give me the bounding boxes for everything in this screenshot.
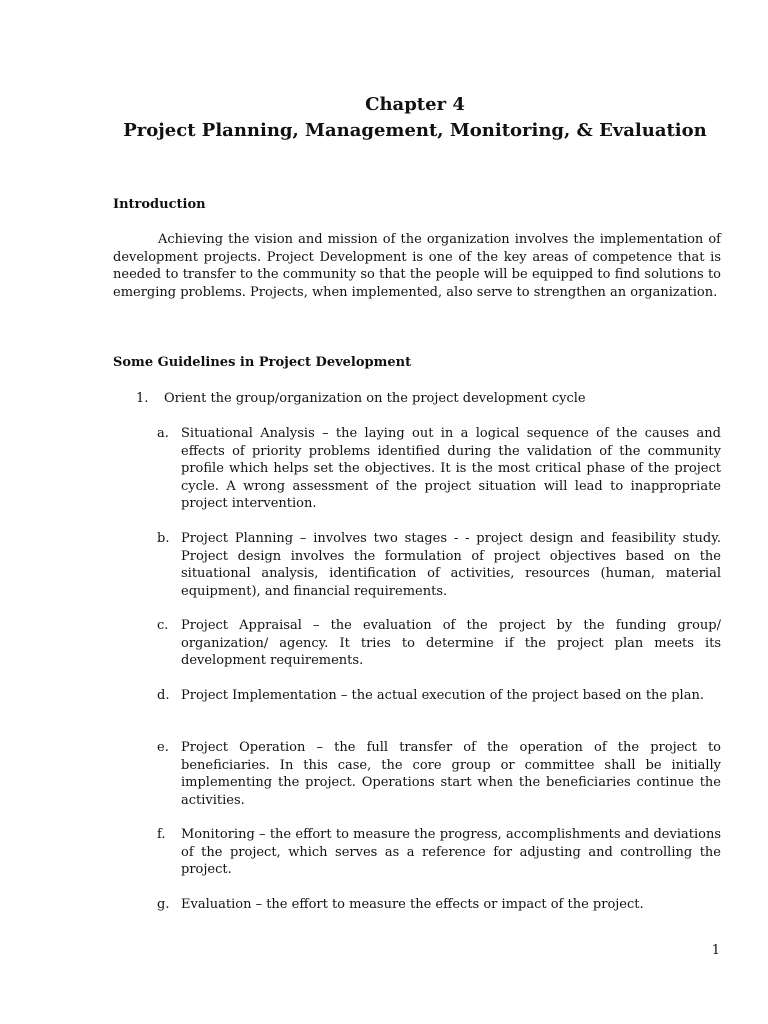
guideline-item-1 bbox=[136, 390, 726, 408]
guideline-item-number: 1. bbox=[136, 391, 149, 406]
sub-item-letter: g. bbox=[157, 897, 170, 912]
sub-item-text: Situational Analysis – the laying out in a logical sequence of the causes and effects of priority problems identified during the validation of the community profile which helps set the objectives. It is the most critical phase of the project cycle. A wrong assessment of the project situation will lead to inappropriate project intervention. bbox=[181, 426, 721, 511]
sub-item-letter: b. bbox=[157, 531, 170, 546]
sub-item-text: Project Operation – the full transfer of the operation of the project to beneficiaries. In this case, the core group or committee shall be initially implementing the project. Operations start when the beneficiaries continue the activities. bbox=[181, 740, 721, 808]
sub-item-letter: a. bbox=[157, 426, 169, 441]
page-number: 1 bbox=[711, 943, 720, 958]
sub-item-letter: f. bbox=[157, 827, 166, 842]
sub-item-text: Evaluation – the effort to measure the effects or impact of the project. bbox=[181, 897, 644, 912]
guidelines-heading: Some Guidelines in Project Development bbox=[113, 355, 412, 370]
sub-item-text: Monitoring – the effort to measure the progress, accomplishments and deviations of the project, which serves as a reference for adjusting and controlling the project. bbox=[181, 827, 721, 877]
sub-item-text: Project Implementation – the actual execution of the project based on the plan. bbox=[181, 688, 704, 703]
sub-item-letter: c. bbox=[157, 618, 169, 633]
sub-item-letter: e. bbox=[157, 740, 169, 755]
introduction-paragraph: Achieving the vision and mission of the organization involves the implementation of development projects. Project Development is one of the key areas of competence that is needed to transfer to the community so that the people will be equipped to find solutions to emerging problems. Projects, when implemented, also serve to strengthen an organization. bbox=[113, 232, 721, 300]
guideline-item-text: Orient the group/organization on the project development cycle bbox=[164, 391, 586, 406]
sub-item-text: Project Planning – involves two stages - - project design and feasibility study. Project design involves the formulation of project objectives based on the situational analysis, identification of activities, resources (human, material equipment), and financial requirements. bbox=[181, 531, 721, 599]
chapter-label: Chapter 4 bbox=[365, 94, 465, 115]
sub-item-text: Project Appraisal – the evaluation of the project by the funding group/ organization/ agency. It tries to determine if the project plan meets its development requirements. bbox=[181, 618, 721, 668]
introduction-heading: Introduction bbox=[113, 197, 206, 212]
chapter-title: Project Planning, Management, Monitoring, & Evaluation bbox=[123, 120, 707, 141]
sub-item-letter: d. bbox=[157, 688, 170, 703]
